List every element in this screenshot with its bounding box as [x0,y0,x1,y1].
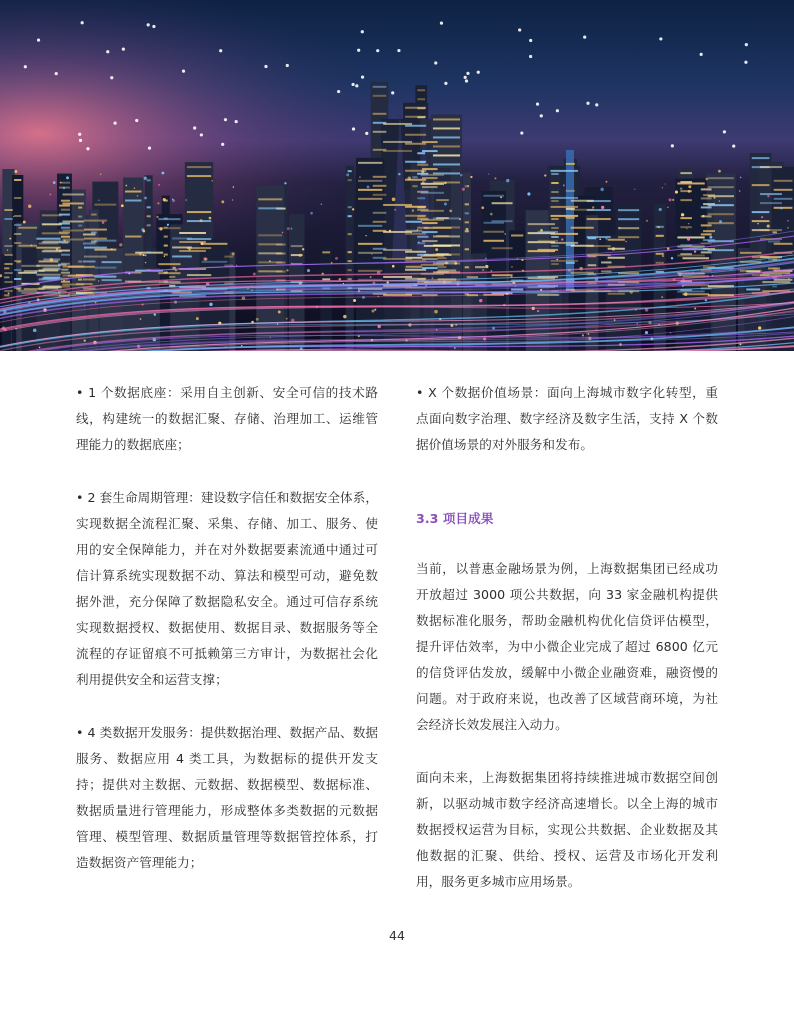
left-column [76,380,378,903]
city-skyline-image [0,0,794,351]
paragraph-value-scenarios: • X 个数据价值场景：面向上海城市数字化转型，重点面向数字治理、数字经济及数字生活，支持 X 个数据价值场景的对外服务和发布。 [416,385,718,452]
section-title: 3.3 项目成果 [416,511,494,526]
paragraph-development-services: • 4 类数据开发服务：提供数据治理、数据产品、数据服务、数据应用 4 类工具，为数据标的提供开发支持；提供对主数据、元数据、数据模型、数据标准、数据质量进行管理能力，形成整体多类数据的元数据管理、模型管理、数据质量管理等数据管控体系，打造数据资产管理能力； [76,725,378,870]
paragraph-results: 当前，以普惠金融场景为例，上海数据集团已经成功开放超过 3000 项公共数据，向 33 家金融机构提供数据标准化服务，帮助金融机构优化信贷评估模型，提升评估效率，为中小微企业完成了超过 6800 亿元的信贷评估发放，缓解中小微企业融资难，融资慢的问题。对于政府来说，也改善了区域营商环境，为社会经济长效发展注入动力。 [416,561,718,732]
paragraph-data-foundation: • 1 个数据底座：采用自主创新、安全可信的技术路线，构建统一的数据汇聚、存储、治理加工、运维管理能力的数据底座； [76,385,378,452]
paragraph-outlook: 面向未来，上海数据集团将持续推进城市数据空间创新，以驱动城市数字经济高速增长。以全上海的城市数据授权运营为目标，实现公共数据、企业数据及其他数据的汇聚、供给、授权、运营及市场化开发利用，服务更多城市应用场景。 [416,770,718,889]
paragraph-lifecycle-management: • 2 套生命周期管理：建设数字信任和数据安全体系，实现数据全流程汇聚、采集、存储、加工、服务、使用的安全保障能力，并在对外数据要素流通中通过可信计算系统实现数据不动、算法和模型可动，避免数据外泄，充分保障了数据隐私安全。通过可信存系统实现数据授权、数据使用、数据目录、数据服务等全流程的存证留痕不可抵赖第三方审计，为数据社会化利用提供安全和运营支撑； [76,490,378,687]
page-number: 44 [389,928,405,943]
right-column [416,380,718,922]
